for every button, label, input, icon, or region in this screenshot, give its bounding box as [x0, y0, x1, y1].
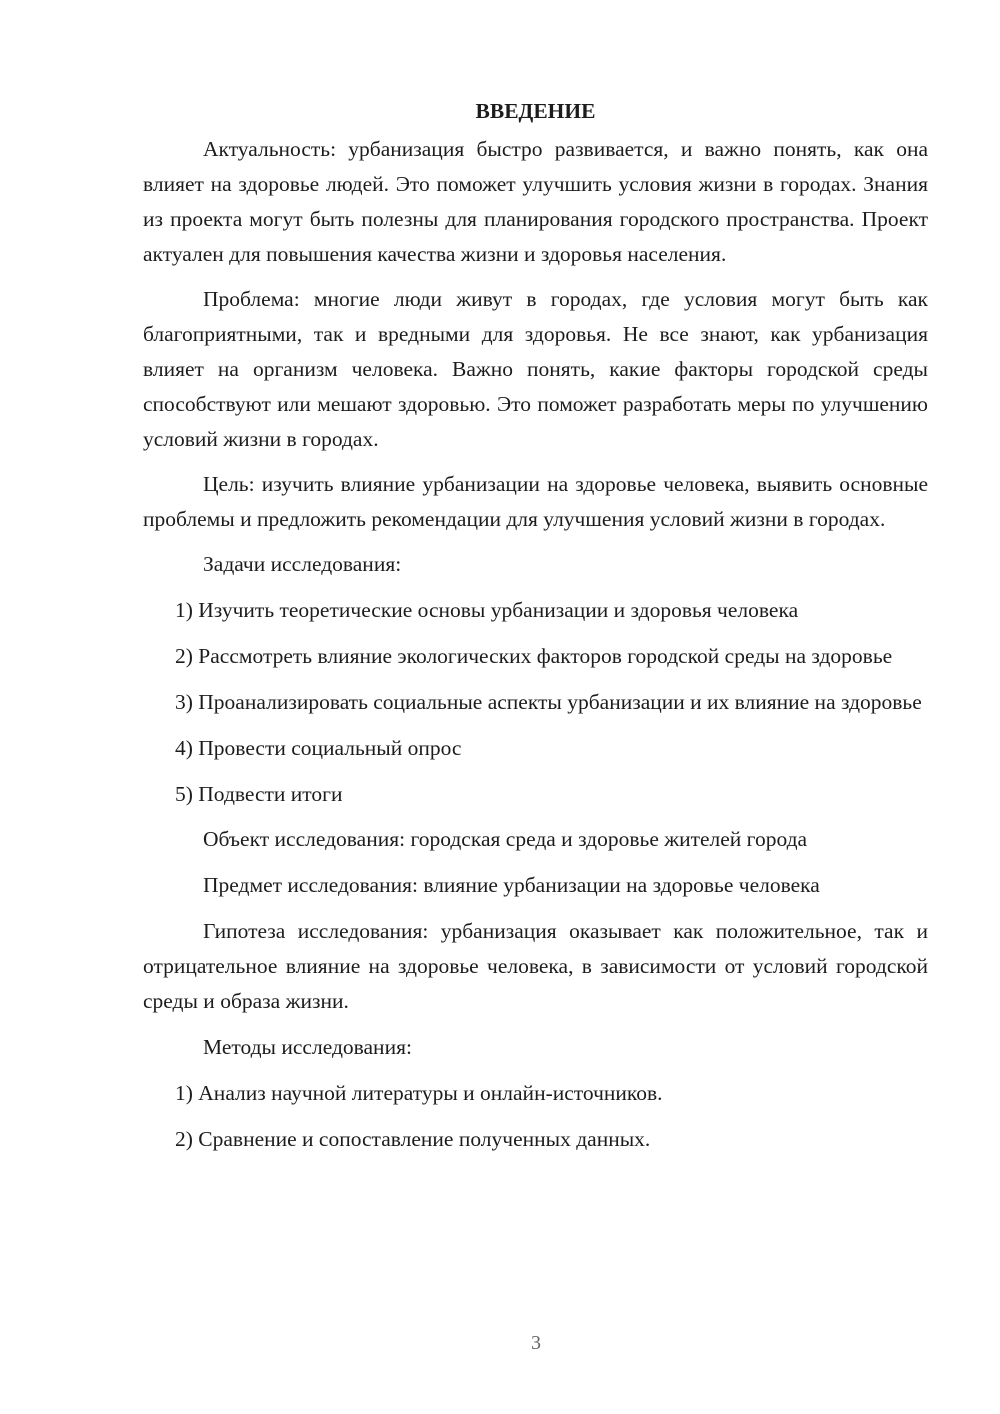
problem-paragraph: Проблема: многие люди живут в городах, где условия могут быть как благоприятными, так и вредными для здоровья. Не все знают, как урбанизация влияет на организм человека. Важно понять, какие факторы городской среды способствуют или мешают здоровью. Это поможет разработать меры по улучшению условий жизни в городах.	[143, 287, 928, 451]
task-item: 4) Провести социальный опрос	[175, 736, 462, 760]
page-content	[143, 94, 928, 1168]
task-item: 2) Рассмотреть влияние экологических факторов городской среды на здоровье	[175, 644, 893, 668]
research-object: Объект исследования: городская среда и здоровье жителей города	[203, 827, 808, 851]
page-title: ВВЕДЕНИЕ	[475, 99, 596, 123]
page-number: 3	[531, 1332, 541, 1354]
method-item: 1) Анализ научной литературы и онлайн-источников.	[175, 1081, 663, 1105]
tasks-heading: Задачи исследования:	[203, 552, 402, 576]
task-item: 1) Изучить теоретические основы урбанизации и здоровья человека	[175, 598, 799, 622]
task-item: 5) Подвести итоги	[175, 782, 343, 806]
task-item: 3) Проанализировать социальные аспекты урбанизации и их влияние на здоровье	[175, 690, 922, 714]
method-item: 2) Сравнение и сопоставление полученных данных.	[175, 1127, 651, 1151]
research-subject: Предмет исследования: влияние урбанизации на здоровье человека	[203, 873, 820, 897]
relevance-paragraph: Актуальность: урбанизация быстро развивается, и важно понять, как она влияет на здоровье людей. Это поможет улучшить условия жизни в городах. Знания из проекта могут быть полезны для планирования городского пространства. Проект актуален для повышения качества жизни и здоровья населения.	[143, 137, 928, 266]
methods-heading: Методы исследования:	[203, 1035, 412, 1059]
goal-paragraph: Цель: изучить влияние урбанизации на здоровье человека, выявить основные проблемы и предложить рекомендации для улучшения условий жизни в городах.	[143, 472, 928, 531]
research-hypothesis: Гипотеза исследования: урбанизация оказывает как положительное, так и отрицательное влияние на здоровье человека, в зависимости от условий городской среды и образа жизни.	[143, 919, 928, 1013]
